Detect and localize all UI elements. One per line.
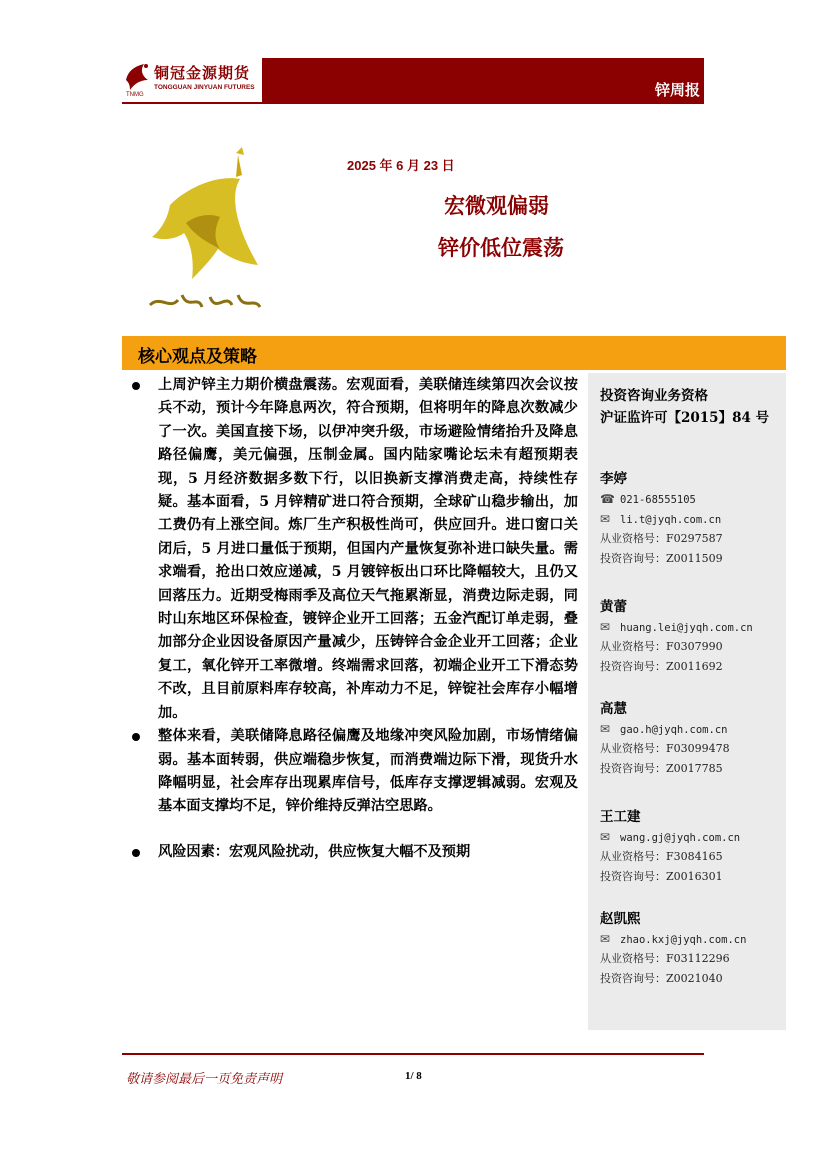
analyst-card [600,699,780,779]
header-divider [122,102,704,104]
bullet-text: 上周沪锌主力期价横盘震荡。宏观面看，美联储连续第四次会议按兵不动，预计今年降息两次，符合预期，但将明年的降息次数减少了一次。美国直接下场，以伊冲突升级，市场避险情绪抬升及降息路径偏鹰，美元偏强，压制金属。国内陆家嘴论坛未有超预期表现，5 月经济数据多数下行，以旧换新支撑消费走高，持续性存疑。基本面看，5 月锌精矿进口符合预期，全球矿山稳步输出，加工费仍有上涨空间。炼厂生产积极性尚可，供应回升。进口窗口关闭后，5 月进口量低于预期，但国内产量恢复弥补进口缺失量。需求端看，抢出口效应递减，5 月镀锌板出口环比降幅较大，且仍又回落压力。近期受梅雨季及高位天气拖累渐显，消费边际走弱，同时山东地区环保检查，镀锌企业开工回落；五金汽配订单走弱，叠加部分企业因设备原因产量减少，压铸锌合金企业开工回落；企业复工，氧化锌开工率微增。终端需求回落，初端企业开工下滑态势不改，且目前原料库存较高，补库动力不足，锌锭社会库存小幅增加。 [158,377,578,721]
brand-emblem-icon [140,145,270,330]
analyst-name: 赵凯熙 [600,911,641,927]
analyst-card [600,807,780,887]
analyst-advisory: 投资咨询号：Z0021040 [600,972,723,985]
mail-icon: ✉ [600,512,611,526]
analyst-advisory: 投资咨询号：Z0017785 [600,762,723,775]
report-title-line2: 锌价低位震荡 [438,235,564,260]
analyst-email: ✉ gao.h@jyqh.com.cn [600,719,780,739]
section-title: 核心观点及策略 [138,347,257,367]
footer-disclaimer: 敬请参阅最后一页免责声明 [126,1072,283,1087]
analyst-email: ✉ li.t@jyqh.com.cn [600,509,780,529]
analyst-name: 李婷 [600,471,627,487]
mail-icon: ✉ [600,830,611,844]
analyst-email: ✉ zhao.kxj@jyqh.com.cn [600,929,780,949]
logo-emblem-icon [122,60,152,94]
analyst-advisory: 投资咨询号：Z0016301 [600,870,723,883]
qualification [600,385,769,429]
bullet-icon [132,733,140,741]
report-title-line1: 宏微观偏弱 [444,193,549,218]
analyst-advisory: 投资咨询号：Z0011509 [600,552,723,565]
analyst-phone: ☎ 021-68555105 [600,489,780,509]
analyst-card [600,909,780,989]
company-name-en: TONGGUAN JINYUAN FUTURES [154,84,255,91]
qualification-line1: 投资咨询业务资格 [600,388,708,404]
header-bar [262,58,704,102]
phone-icon: ☎ [600,492,615,506]
analyst-card [600,597,780,677]
company-abbr: TNMG [126,92,144,98]
mail-icon: ✉ [600,620,611,634]
analyst-license: 从业资格号：F03112296 [600,952,730,965]
analyst-email: ✉ wang.gj@jyqh.com.cn [600,827,780,847]
footer-divider [122,1053,704,1055]
core-views [126,374,578,864]
qualification-line2: 沪证监许可【2015】84 号 [600,410,770,426]
analyst-name: 高慧 [600,701,627,717]
company-logo [122,60,262,100]
bullet-text: 风险因素：宏观风险扰动，供应恢复大幅不及预期 [158,843,471,860]
bullet-icon [132,382,140,390]
bullet-paragraph [126,841,578,864]
analyst-license: 从业资格号：F0307990 [600,640,723,653]
analyst-sidebar [588,373,786,1030]
report-date: 2025 年 6 月 23 日 [347,158,455,173]
analyst-license: 从业资格号：F3084165 [600,850,723,863]
page-number: 1/ 8 [405,1070,422,1082]
bullet-paragraph [126,374,578,725]
analyst-license: 从业资格号：F03099478 [600,742,730,755]
bullet-text: 整体来看，美联储降息路径偏鹰及地缘冲突风险加剧，市场情绪偏弱。基本面转弱，供应端稳步恢复，而消费端边际下滑，现货升水降幅明显，社会库存出现累库信号，低库存支撑逻辑减弱。宏观及基本面支撑均不足，锌价维持反弹沽空思路。 [158,728,578,815]
mail-icon: ✉ [600,722,611,736]
analyst-name: 黄蕾 [600,599,627,615]
analyst-card [600,469,780,569]
section-header [122,336,786,370]
bullet-paragraph [126,725,578,819]
analyst-license: 从业资格号：F0297587 [600,532,723,545]
analyst-advisory: 投资咨询号：Z0011692 [600,660,723,673]
bullet-icon [132,849,140,857]
report-type-label: 锌周报 [654,81,700,99]
mail-icon: ✉ [600,932,611,946]
analyst-name: 王工建 [600,809,641,825]
company-name-cn: 铜冠金源期货 [154,64,251,82]
analyst-email: ✉ huang.lei@jyqh.com.cn [600,617,780,637]
